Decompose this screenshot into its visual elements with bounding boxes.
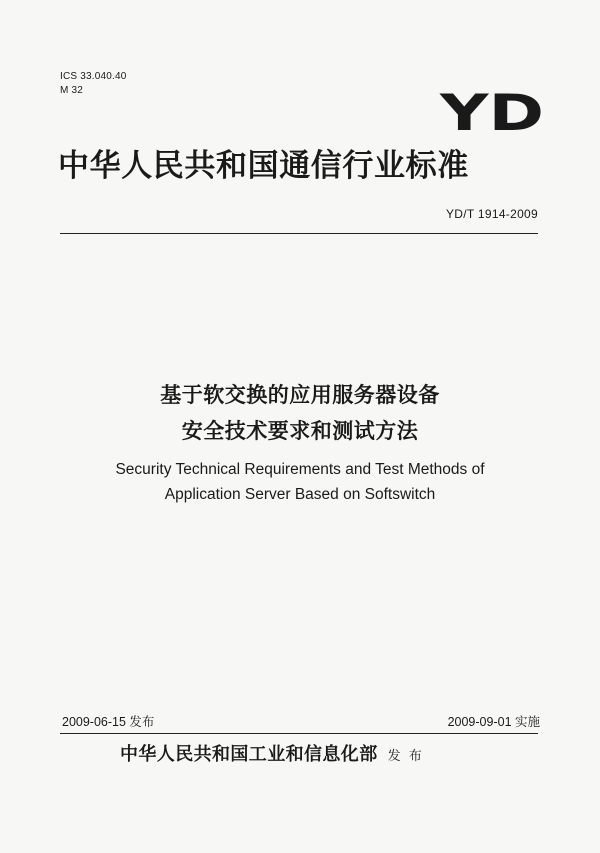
- yd-logo: [436, 84, 546, 134]
- standard-number: YD/T 1914-2009: [445, 207, 538, 221]
- classification-codes: [60, 70, 127, 98]
- industry-standard-title: 中华人民共和国通信行业标准: [58, 148, 469, 184]
- english-title-line-1: Security Technical Requirements and Test Methods of: [115, 461, 485, 478]
- ics-code: ICS 33.040.40: [60, 71, 127, 82]
- chinese-title-line-1: 基于软交换的应用服务器设备: [160, 383, 440, 407]
- header-divider: [60, 233, 538, 234]
- publisher-verb: 发 布: [387, 749, 424, 764]
- ccs-code: M 32: [60, 85, 84, 96]
- yd-logo-text: YD: [438, 84, 544, 134]
- english-title-line-2: Application Server Based on Softswitch: [164, 486, 436, 503]
- chinese-title-line-2: 安全技术要求和测试方法: [181, 419, 419, 443]
- publisher-name: 中华人民共和国工业和信息化部: [120, 744, 378, 765]
- issue-date: 2009-06-15 发布: [62, 715, 155, 729]
- publisher-line: [120, 740, 424, 766]
- footer-divider: [60, 733, 538, 734]
- implementation-date: 2009-09-01 实施: [447, 715, 540, 729]
